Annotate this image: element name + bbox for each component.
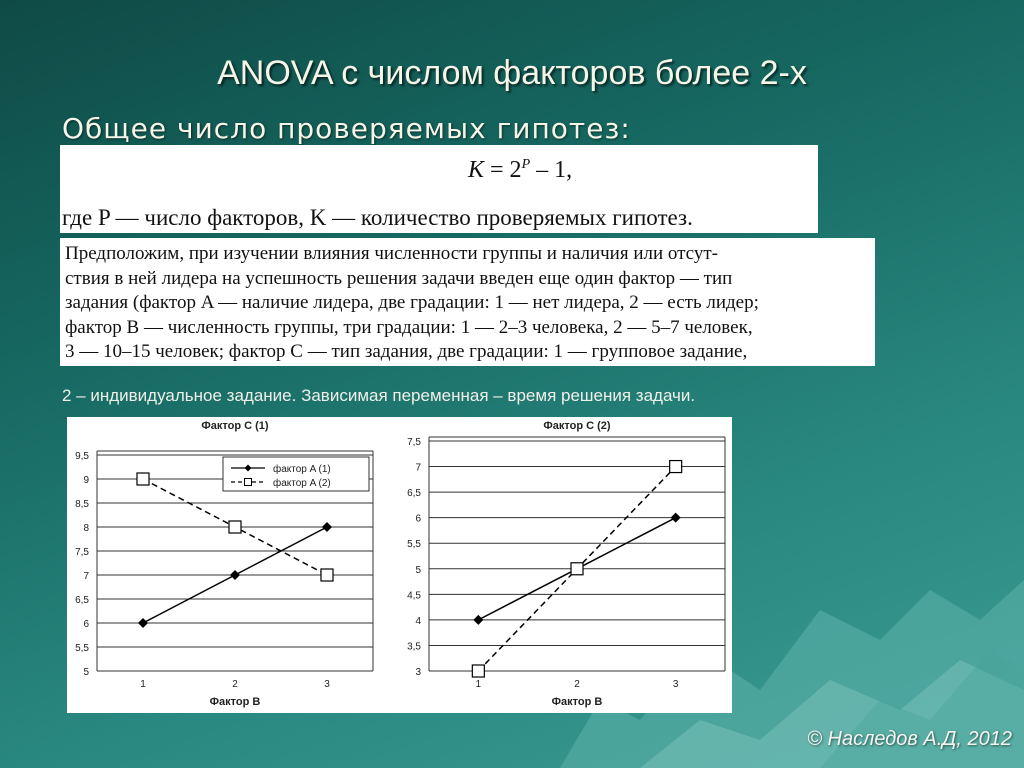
x-tick-label: 2 (574, 679, 580, 690)
y-tick-label: 7,5 (75, 547, 89, 558)
copyright: © Наследов А.Д, 2012 (807, 728, 1012, 750)
x-tick-label: 1 (140, 679, 146, 690)
data-point (671, 513, 681, 523)
paragraph-line: фактор B — численность группы, три градации: 1 — 2–3 человека, 2 — 5–7 человек, (65, 316, 753, 338)
data-point (321, 569, 333, 581)
chart-title: Фактор C (1) (201, 420, 269, 432)
x-tick-label: 1 (475, 679, 482, 690)
paragraph-line: 3 — 10–15 человек; фактор C — тип задания, две градации: 1 — групповое задание, (65, 341, 748, 362)
data-point (670, 461, 682, 473)
formula-eq: = 2 (484, 157, 522, 183)
y-tick-label: 7,5 (407, 437, 421, 448)
data-point (137, 473, 149, 485)
y-tick-label: 3,5 (407, 641, 421, 653)
y-tick-label: 6 (415, 513, 421, 525)
data-point (138, 618, 148, 628)
paragraph-continuation: 2 – индивидуальное задание. Зависимая переменная – время решения задачи. (62, 386, 696, 405)
data-point (571, 563, 583, 575)
x-tick-label: 2 (232, 679, 238, 690)
slide-subtitle: Общее число проверяемых гипотез: (62, 112, 631, 145)
charts-svg (67, 417, 732, 713)
formula-note: где P — число факторов, K — количество проверяемых гипотез. (62, 205, 693, 230)
y-tick-label: 5 (83, 667, 89, 678)
paragraph-line: Предположим, при изучении влияния численности группы и наличия или отсут- (65, 243, 718, 264)
x-tick-label: 3 (324, 679, 330, 690)
y-tick-label: 5,5 (407, 539, 421, 551)
y-tick-label: 8 (83, 523, 89, 534)
slide-title: ANOVA с числом факторов более 2-х (217, 54, 807, 92)
paragraph-line: ствия в ней лидера на успешность решения задачи введен еще один фактор — тип (65, 267, 733, 289)
legend-label: фактор A (1) (273, 464, 331, 475)
data-point (230, 570, 240, 580)
x-tick-label: 3 (672, 679, 679, 690)
formula-rhs: – 1, (530, 157, 573, 183)
paragraph-line: задания (фактор A — наличие лидера, две градации: 1 — нет лидера, 2 — есть лидер; (65, 292, 759, 313)
legend-label: фактор A (2) (273, 478, 331, 489)
y-tick-label: 9,5 (75, 451, 89, 462)
x-axis-label: Фактор B (551, 696, 603, 708)
data-point (473, 615, 483, 625)
y-tick-label: 4,5 (407, 590, 421, 602)
y-tick-label: 9 (83, 475, 89, 486)
data-point (322, 522, 332, 532)
y-tick-label: 6,5 (407, 488, 421, 500)
chart-title: Фактор C (2) (543, 420, 611, 432)
y-tick-label: 4 (415, 615, 421, 627)
y-tick-label: 5,5 (75, 643, 89, 654)
hypotheses-formula (468, 157, 572, 184)
y-tick-label: 7 (83, 571, 89, 582)
data-point (229, 521, 241, 533)
y-tick-label: 6 (83, 619, 89, 630)
y-tick-label: 5 (415, 564, 421, 576)
y-tick-label: 7 (415, 462, 421, 474)
x-axis-label: Фактор B (209, 696, 261, 708)
y-tick-label: 8,5 (75, 499, 89, 510)
charts-panel (67, 417, 732, 713)
example-paragraph (60, 238, 875, 366)
legend-marker (245, 479, 252, 486)
y-tick-label: 3 (415, 667, 421, 678)
data-point (472, 665, 484, 677)
y-tick-label: 6,5 (75, 595, 89, 606)
formula-box (60, 145, 818, 233)
formula-exponent: P (521, 157, 531, 172)
formula-lhs: K (468, 157, 485, 183)
